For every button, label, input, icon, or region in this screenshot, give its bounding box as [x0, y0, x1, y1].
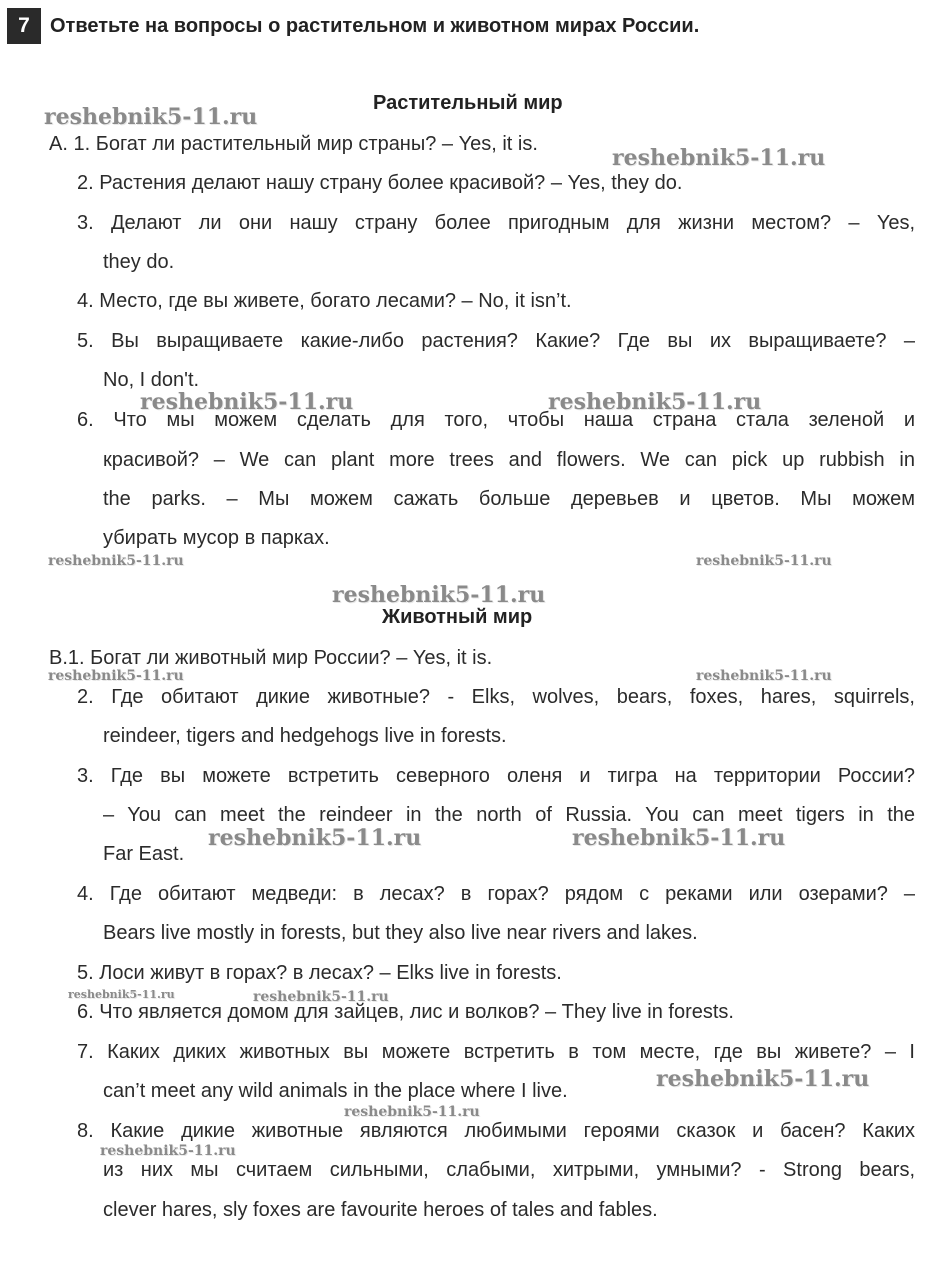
watermark: reshebnik5-11.ru — [332, 582, 546, 608]
watermark: reshebnik5-11.ru — [696, 668, 832, 684]
answer-line: 4. Где обитают медведи: в лесах? в горах? рядом с реками или озерами? – — [77, 883, 915, 905]
answer-line: 2. Где обитают дикие животные? - Elks, wolves, bears, foxes, hares, squirrels, — [77, 686, 915, 708]
answer-line: 2. Растения делают нашу страну более красивой? – Yes, they do. — [77, 172, 683, 194]
watermark: reshebnik5-11.ru — [48, 553, 184, 569]
watermark: reshebnik5-11.ru — [572, 825, 786, 851]
watermark: reshebnik5-11.ru — [656, 1066, 870, 1092]
answer-line: из них мы считаем сильными, слабыми, хитрыми, умными? - Strong bears, — [103, 1159, 915, 1181]
section-title-fauna: Животный мир — [382, 606, 533, 628]
answer-line: the parks. – Мы можем сажать больше деревьев и цветов. Мы можем — [103, 488, 915, 510]
watermark: reshebnik5-11.ru — [208, 825, 422, 851]
watermark: reshebnik5-11.ru — [612, 145, 826, 171]
task-header — [7, 8, 699, 44]
answer-line: 7. Каких диких животных вы можете встретить в том месте, где вы живете? – I — [77, 1041, 915, 1063]
answer-line: clever hares, sly foxes are favourite heroes of tales and fables. — [103, 1199, 658, 1221]
answer-line: Far East. — [103, 843, 185, 865]
answer-line: 4. Место, где вы живете, богато лесами? – No, it isn’t. — [77, 290, 572, 312]
watermark: reshebnik5-11.ru — [548, 389, 762, 415]
answer-line: A. 1. Богат ли растительный мир страны? – Yes, it is. — [49, 133, 538, 155]
watermark: reshebnik5-11.ru — [68, 988, 175, 1001]
watermark: reshebnik5-11.ru — [344, 1104, 480, 1120]
answer-line: 5. Вы выращиваете какие-либо растения? Какие? Где вы их выращиваете? – — [77, 330, 915, 352]
answer-line: – You can meet the reindeer in the north of Russia. You can meet tigers in the — [103, 804, 915, 826]
answer-line: убирать мусор в парках. — [103, 527, 330, 549]
section-title-flora: Растительный мир — [373, 92, 563, 114]
answer-line: 3. Где вы можете встретить северного оленя и тигра на территории России? — [77, 765, 915, 787]
answer-line: 5. Лоси живут в горах? в лесах? – Elks live in forests. — [77, 962, 562, 984]
task-number-badge: 7 — [7, 8, 41, 44]
watermark: reshebnik5-11.ru — [696, 553, 832, 569]
answer-line: 8. Какие дикие животные являются любимыми героями сказок и басен? Каких — [77, 1120, 915, 1142]
answer-line: 6. Что мы можем сделать для того, чтобы наша страна стала зеленой и — [77, 409, 915, 431]
watermark: reshebnik5-11.ru — [48, 668, 184, 684]
watermark: reshebnik5-11.ru — [253, 989, 389, 1005]
answer-line: 3. Делают ли они нашу страну более пригодным для жизни местом? – Yes, — [77, 212, 915, 234]
watermark: reshebnik5-11.ru — [140, 389, 354, 415]
answer-line: B.1. Богат ли животный мир России? – Yes, it is. — [49, 647, 493, 669]
watermark: reshebnik5-11.ru — [44, 104, 258, 130]
answer-line: No, I don't. — [103, 369, 200, 391]
answer-line: reindeer, tigers and hedgehogs live in forests. — [103, 725, 507, 747]
answer-line: can’t meet any wild animals in the place where I live. — [103, 1080, 568, 1102]
answer-line: they do. — [103, 251, 175, 273]
answer-line: Bears live mostly in forests, but they also live near rivers and lakes. — [103, 922, 698, 944]
task-title: Ответьте на вопросы о растительном и животном мирах России. — [50, 14, 700, 37]
watermark: reshebnik5-11.ru — [100, 1143, 236, 1159]
answer-line: красивой? – We can plant more trees and flowers. We can pick up rubbish in — [103, 449, 915, 471]
answer-line: 6. Что является домом для зайцев, лис и волков? – They live in forests. — [77, 1001, 734, 1023]
